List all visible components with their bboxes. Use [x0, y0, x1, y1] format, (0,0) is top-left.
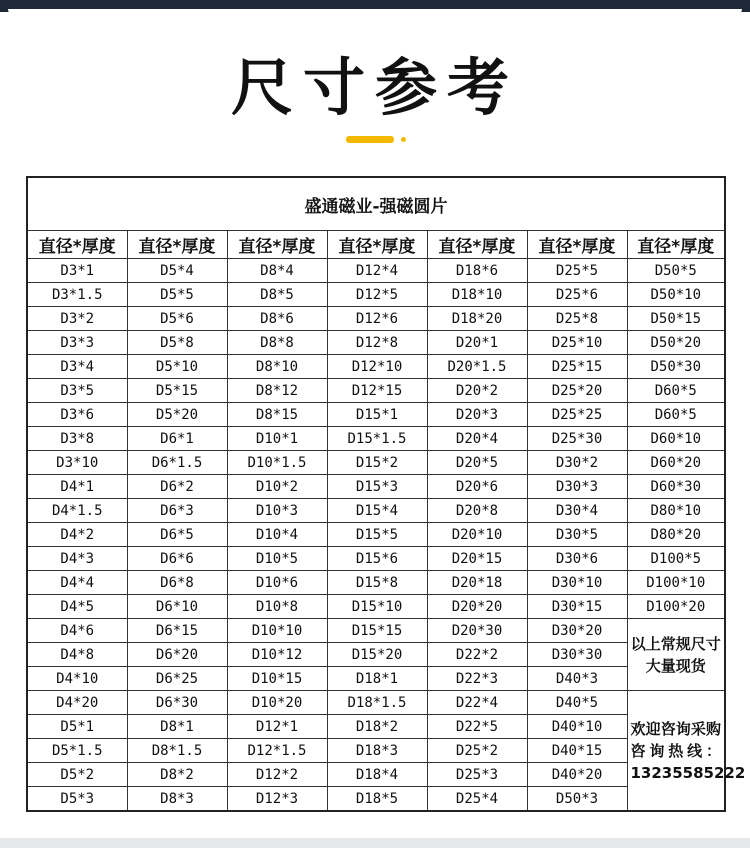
table-cell: D25*30 [527, 427, 627, 451]
table-row [27, 643, 725, 667]
table-cell: D22*2 [427, 643, 527, 667]
table-cell: D6*3 [127, 499, 227, 523]
table-cell: D5*3 [27, 787, 127, 812]
table-cell: D12*5 [327, 283, 427, 307]
table-row [27, 595, 725, 619]
table-cell: D20*6 [427, 475, 527, 499]
table-cell: D30*20 [527, 619, 627, 643]
table-cell: D50*15 [627, 307, 725, 331]
table-cell: D100*20 [627, 595, 725, 619]
column-header: 直径*厚度 [327, 231, 427, 259]
table-cell: D25*4 [427, 787, 527, 812]
table-cell: D12*4 [327, 259, 427, 283]
table-cell: D40*5 [527, 691, 627, 715]
table-cell: D3*1.5 [27, 283, 127, 307]
table-cell: D40*15 [527, 739, 627, 763]
title-accent-dot [401, 137, 406, 142]
table-cell: D30*2 [527, 451, 627, 475]
table-cell: D5*5 [127, 283, 227, 307]
table-cell: D20*18 [427, 571, 527, 595]
table-cell: D25*2 [427, 739, 527, 763]
table-cell: D30*3 [527, 475, 627, 499]
table-cell: D8*10 [227, 355, 327, 379]
table-cell: D10*1 [227, 427, 327, 451]
title-accent-bar [346, 136, 394, 143]
table-cell: D10*15 [227, 667, 327, 691]
column-header: 直径*厚度 [227, 231, 327, 259]
table-row [27, 307, 725, 331]
table-cell: D15*10 [327, 595, 427, 619]
table-cell: D4*6 [27, 619, 127, 643]
table-caption: 盛通磁业-强磁圆片 [27, 177, 725, 231]
table-cell: D20*2 [427, 379, 527, 403]
table-cell: D25*20 [527, 379, 627, 403]
table-cell: D20*4 [427, 427, 527, 451]
table-cell: D4*4 [27, 571, 127, 595]
table-cell: D10*12 [227, 643, 327, 667]
table-cell: D6*2 [127, 475, 227, 499]
table-cell: D30*5 [527, 523, 627, 547]
table-cell: D8*8 [227, 331, 327, 355]
table-cell: D12*2 [227, 763, 327, 787]
table-cell: D30*4 [527, 499, 627, 523]
table-cell: D15*1.5 [327, 427, 427, 451]
table-cell: D5*2 [27, 763, 127, 787]
table-cell: D25*6 [527, 283, 627, 307]
table-cell: D6*1 [127, 427, 227, 451]
table-cell: D5*1.5 [27, 739, 127, 763]
table-cell: D3*4 [27, 355, 127, 379]
table-cell: D8*12 [227, 379, 327, 403]
table-cell: D6*5 [127, 523, 227, 547]
table-cell: D25*8 [527, 307, 627, 331]
table-cell: D8*6 [227, 307, 327, 331]
table-cell: D3*1 [27, 259, 127, 283]
table-cell: D6*25 [127, 667, 227, 691]
table-cell: D50*10 [627, 283, 725, 307]
table-cell: D5*1 [27, 715, 127, 739]
table-cell: D20*10 [427, 523, 527, 547]
table-cell: D3*3 [27, 331, 127, 355]
table-cell: D10*6 [227, 571, 327, 595]
table-cell: D6*8 [127, 571, 227, 595]
table-row [27, 427, 725, 451]
table-row [27, 523, 725, 547]
table-cell: D5*6 [127, 307, 227, 331]
table-cell: D50*30 [627, 355, 725, 379]
table-cell: D10*1.5 [227, 451, 327, 475]
table-cell: D20*15 [427, 547, 527, 571]
table-row [27, 715, 725, 739]
page-title: 尺寸参考 [230, 51, 519, 124]
table-cell: D6*15 [127, 619, 227, 643]
table-cell: D12*10 [327, 355, 427, 379]
table-cell: D12*1.5 [227, 739, 327, 763]
table-cell: D8*5 [227, 283, 327, 307]
table-cell: D8*1.5 [127, 739, 227, 763]
table-cell: D60*30 [627, 475, 725, 499]
table-cell: D22*3 [427, 667, 527, 691]
table-cell: D20*8 [427, 499, 527, 523]
top-banner-band [0, 0, 750, 12]
table-cell: D10*2 [227, 475, 327, 499]
table-cell: D8*3 [127, 787, 227, 812]
table-cell: D18*10 [427, 283, 527, 307]
table-cell: D25*15 [527, 355, 627, 379]
table-cell: D15*5 [327, 523, 427, 547]
table-cell: D8*15 [227, 403, 327, 427]
table-cell: D3*6 [27, 403, 127, 427]
table-cell: D40*3 [527, 667, 627, 691]
table-row [27, 787, 725, 812]
table-cell: D50*20 [627, 331, 725, 355]
table-cell: D18*1.5 [327, 691, 427, 715]
table-row [27, 259, 725, 283]
table-cell: D4*1.5 [27, 499, 127, 523]
table-cell: D10*10 [227, 619, 327, 643]
column-header: 直径*厚度 [127, 231, 227, 259]
table-row [27, 283, 725, 307]
table-cell: D80*10 [627, 499, 725, 523]
table-cell: D18*20 [427, 307, 527, 331]
table-cell: D10*20 [227, 691, 327, 715]
table-row [27, 499, 725, 523]
column-header: 直径*厚度 [27, 231, 127, 259]
table-cell: D80*20 [627, 523, 725, 547]
table-cell: D4*1 [27, 475, 127, 499]
table-cell: D6*30 [127, 691, 227, 715]
table-row [27, 547, 725, 571]
table-cell: D6*6 [127, 547, 227, 571]
table-cell: D12*6 [327, 307, 427, 331]
table-cell: D25*5 [527, 259, 627, 283]
table-cell: D20*5 [427, 451, 527, 475]
table-cell: D25*25 [527, 403, 627, 427]
table-row [27, 379, 725, 403]
table-cell: D15*6 [327, 547, 427, 571]
table-cell: D15*8 [327, 571, 427, 595]
table-row [27, 691, 725, 715]
table-cell: D3*5 [27, 379, 127, 403]
table-cell: D3*8 [27, 427, 127, 451]
table-cell: D12*15 [327, 379, 427, 403]
table-cell: D15*15 [327, 619, 427, 643]
table-header-row [27, 231, 725, 259]
table-cell: D22*4 [427, 691, 527, 715]
table-cell: D15*1 [327, 403, 427, 427]
table-cell: D30*6 [527, 547, 627, 571]
table-row [27, 403, 725, 427]
table-cell: D12*1 [227, 715, 327, 739]
table-cell: D8*1 [127, 715, 227, 739]
table-row [27, 739, 725, 763]
table-cell: D20*20 [427, 595, 527, 619]
table-row [27, 619, 725, 643]
table-cell: D40*20 [527, 763, 627, 787]
table-cell: D50*3 [527, 787, 627, 812]
table-cell: D12*3 [227, 787, 327, 812]
table-row [27, 763, 725, 787]
contact-note: 欢迎咨询采购 咨询热线：13235585222 [627, 691, 725, 812]
table-cell: D15*2 [327, 451, 427, 475]
table-cell: D20*30 [427, 619, 527, 643]
table-cell: D18*1 [327, 667, 427, 691]
table-cell: D10*3 [227, 499, 327, 523]
table-cell: D15*20 [327, 643, 427, 667]
table-cell: D8*4 [227, 259, 327, 283]
table-cell: D4*8 [27, 643, 127, 667]
table-cell: D25*3 [427, 763, 527, 787]
table-cell: D3*2 [27, 307, 127, 331]
stock-note: 以上常规尺寸大量现货 [627, 619, 725, 691]
table-cell: D60*5 [627, 379, 725, 403]
table-cell: D10*4 [227, 523, 327, 547]
table-cell: D50*5 [627, 259, 725, 283]
table-cell: D12*8 [327, 331, 427, 355]
table-cell: D100*10 [627, 571, 725, 595]
table-cell: D100*5 [627, 547, 725, 571]
table-body [27, 259, 746, 812]
table-cell: D20*3 [427, 403, 527, 427]
table-cell: D4*2 [27, 523, 127, 547]
table-cell: D60*20 [627, 451, 725, 475]
table-cell: D8*2 [127, 763, 227, 787]
table-cell: D15*3 [327, 475, 427, 499]
table-cell: D22*5 [427, 715, 527, 739]
table-cell: D6*20 [127, 643, 227, 667]
column-header: 直径*厚度 [427, 231, 527, 259]
table-cell: D30*15 [527, 595, 627, 619]
table-row [27, 451, 725, 475]
table-cell: D4*3 [27, 547, 127, 571]
size-reference-table [26, 176, 746, 812]
table-row [27, 355, 725, 379]
table-cell: D4*5 [27, 595, 127, 619]
table-cell: D4*20 [27, 691, 127, 715]
table-row [27, 475, 725, 499]
table-cell: D60*10 [627, 427, 725, 451]
table-cell: D5*20 [127, 403, 227, 427]
size-table-container [26, 176, 746, 812]
table-cell: D10*5 [227, 547, 327, 571]
bottom-band [0, 838, 750, 848]
table-cell: D5*8 [127, 331, 227, 355]
table-cell: D5*15 [127, 379, 227, 403]
table-row [27, 571, 725, 595]
table-cell: D3*10 [27, 451, 127, 475]
table-cell: D10*8 [227, 595, 327, 619]
column-header: 直径*厚度 [527, 231, 627, 259]
table-cell: D18*6 [427, 259, 527, 283]
table-cell: D18*2 [327, 715, 427, 739]
table-cell: D5*10 [127, 355, 227, 379]
table-cell: D4*10 [27, 667, 127, 691]
table-cell: D18*5 [327, 787, 427, 812]
table-cell: D18*3 [327, 739, 427, 763]
table-cell: D15*4 [327, 499, 427, 523]
table-cell: D6*10 [127, 595, 227, 619]
table-cell: D6*1.5 [127, 451, 227, 475]
table-row [27, 331, 725, 355]
table-row [27, 667, 725, 691]
table-cell: D30*10 [527, 571, 627, 595]
table-cell: D18*4 [327, 763, 427, 787]
table-cell: D5*4 [127, 259, 227, 283]
table-cell: D40*10 [527, 715, 627, 739]
table-cell: D60*5 [627, 403, 725, 427]
table-cell: D30*30 [527, 643, 627, 667]
column-header: 直径*厚度 [627, 231, 725, 259]
table-cell: D25*10 [527, 331, 627, 355]
table-cell: D20*1 [427, 331, 527, 355]
table-cell: D20*1.5 [427, 355, 527, 379]
